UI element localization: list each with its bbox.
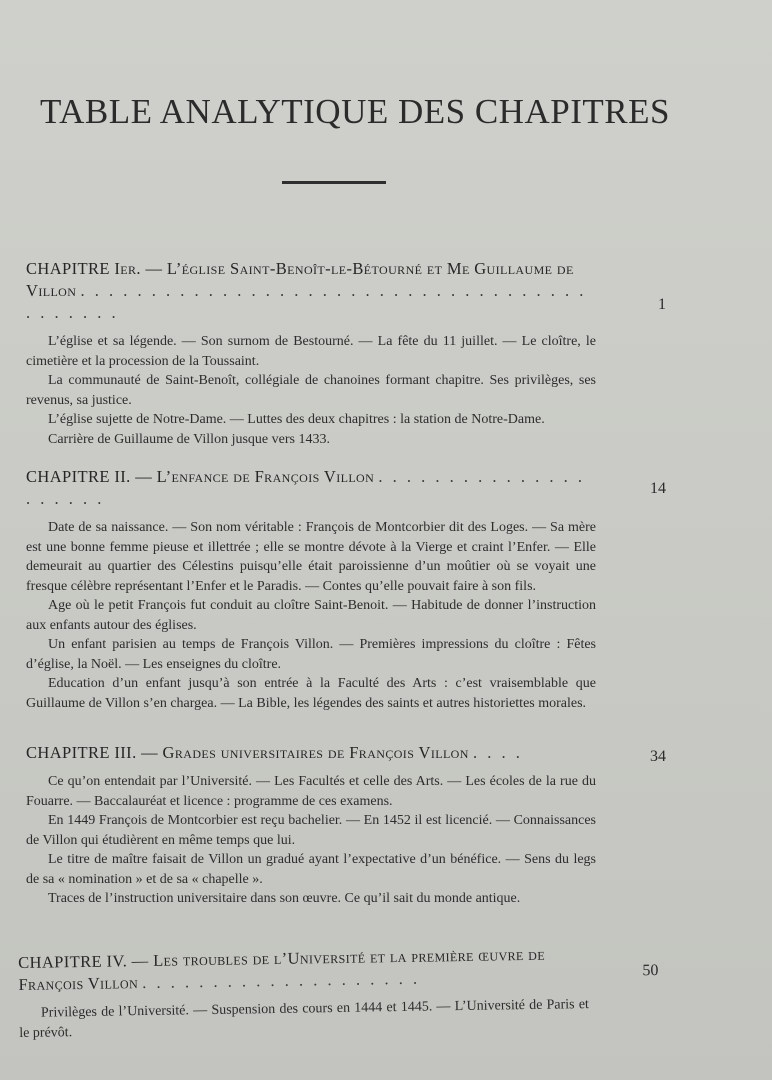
- chapter-3-page-number: 34: [650, 748, 666, 765]
- chapter-2-leader-dots: . . . . . . . . . . . . . . . . . . . . .: [26, 467, 585, 508]
- chapter-1-paragraph: Carrière de Guillaume de Villon jusque vers 1433.: [48, 431, 330, 447]
- chapter-1-paragraph: L’église sujette de Notre-Dame. — Luttes des deux chapitres : la station de Notre-Dame.: [48, 412, 545, 427]
- chapter-2-summary: [26, 518, 596, 713]
- chapter-1-paragraph: L’église et sa légende. — Son surnom de Bestourné. — La fête du 11 juillet. — Le cloître, le cimetière et la procession de la Toussaint.: [26, 334, 596, 369]
- chapter-1-paragraph: La communauté de Saint-Benoît, collégiale de chanoines formant chapitre. Ses privilèges, ses revenus, sa justice.: [26, 373, 596, 408]
- chapter-1-summary: [26, 332, 596, 449]
- chapter-4-title: CHAPITRE IV. — Les troubles de l’Université et la première œuvre de François Villon: [18, 944, 546, 994]
- chapter-3-leader-dots: . . . .: [472, 743, 523, 762]
- chapter-1-title: CHAPITRE Ier. — L’église Saint-Benoît-le-Bétourné et Me Guillaume de Villon: [26, 259, 574, 300]
- chapter-2-paragraph: Date de sa naissance. — Son nom véritable : François de Montcorbier dit des Loges. — Sa mère est une bonne femme pieuse et illettrée ; elle se montre dévote à la Vierge et craint l’Enfer. — Elle demeurait au quartier des Célestins puisqu’elle était paroissienne d’un moûtier où se voyait une fresque célèbre représentant l’Enfer et le Paradis. — Contes qu’elle pouvait faire à son fils.: [26, 520, 596, 594]
- chapter-2-paragraph: Age où le petit François fut conduit au cloître Saint-Benoit. — Habitude de donner l’instruction aux enfants autour des églises.: [26, 598, 596, 633]
- chapter-2-title: CHAPITRE II. — L’enfance de François Villon: [26, 467, 375, 486]
- chapter-3-paragraph: En 1449 François de Montcorbier est reçu bachelier. — En 1452 il est licencié. — Connaissances de Villon qui étudièrent en même temps que lui.: [26, 813, 596, 848]
- chapter-3-heading: [26, 742, 598, 764]
- chapter-3-paragraph: Le titre de maître faisait de Villon un gradué ayant l’expectative d’un bénéfice. — Sens du legs de sa « nomination » et de sa « chapelle ».: [26, 852, 596, 887]
- chapter-1-heading: [26, 258, 598, 324]
- chapter-3-paragraph: Traces de l’instruction universitaire dans son œuvre. Ce qu’il sait du monde antique.: [48, 891, 521, 906]
- chapter-2-paragraph: Un enfant parisien au temps de François Villon. — Premières impressions du cloître : Fêtes d’église, la Noël. — Les enseignes du cloître.: [26, 637, 596, 672]
- chapter-4-entry: [18, 942, 659, 1043]
- chapter-2-entry: [26, 466, 666, 713]
- chapter-4-page-number: 50: [642, 961, 659, 980]
- chapter-2-paragraph: Education d’un enfant jusqu’à son entrée à la Faculté des Arts : c’est vraisemblable que Guillaume de Villon s’en chargea. — La Bible, les légendes des saints et autres historiettes morales.: [26, 676, 596, 711]
- chapter-3-summary: [26, 772, 596, 909]
- title-rule: [282, 181, 386, 184]
- chapter-4-heading: [18, 943, 591, 996]
- chapter-4-summary: [19, 995, 590, 1043]
- chapter-3-entry: [26, 742, 666, 909]
- chapter-3-title: CHAPITRE III. — Grades universitaires de François Villon: [26, 743, 469, 762]
- chapter-4-leader-dots: . . . . . . . . . . . . . . . . . . . .: [142, 968, 421, 993]
- chapter-2-heading: [26, 466, 598, 510]
- chapter-3-paragraph: Ce qu’on entendait par l’Université. — Les Facultés et celle des Arts. — Les écoles de la rue du Fouarre. — Baccalauréat et licence : programme de ces examens.: [26, 774, 596, 809]
- chapter-1-page-number: 1: [658, 296, 666, 313]
- chapter-2-page-number: 14: [650, 480, 666, 497]
- chapter-1-leader-dots: . . . . . . . . . . . . . . . . . . . . . . . . . . . . . . . . . . . . . . . . . . .: [26, 281, 587, 322]
- chapter-4-paragraph: Privilèges de l’Université. — Suspension des cours en 1444 et 1445. — L’Université de Paris et le prévôt.: [19, 997, 590, 1041]
- chapter-1-entry: [26, 258, 666, 449]
- page-title: TABLE ANALYTIQUE DES CHAPITRES: [40, 92, 670, 131]
